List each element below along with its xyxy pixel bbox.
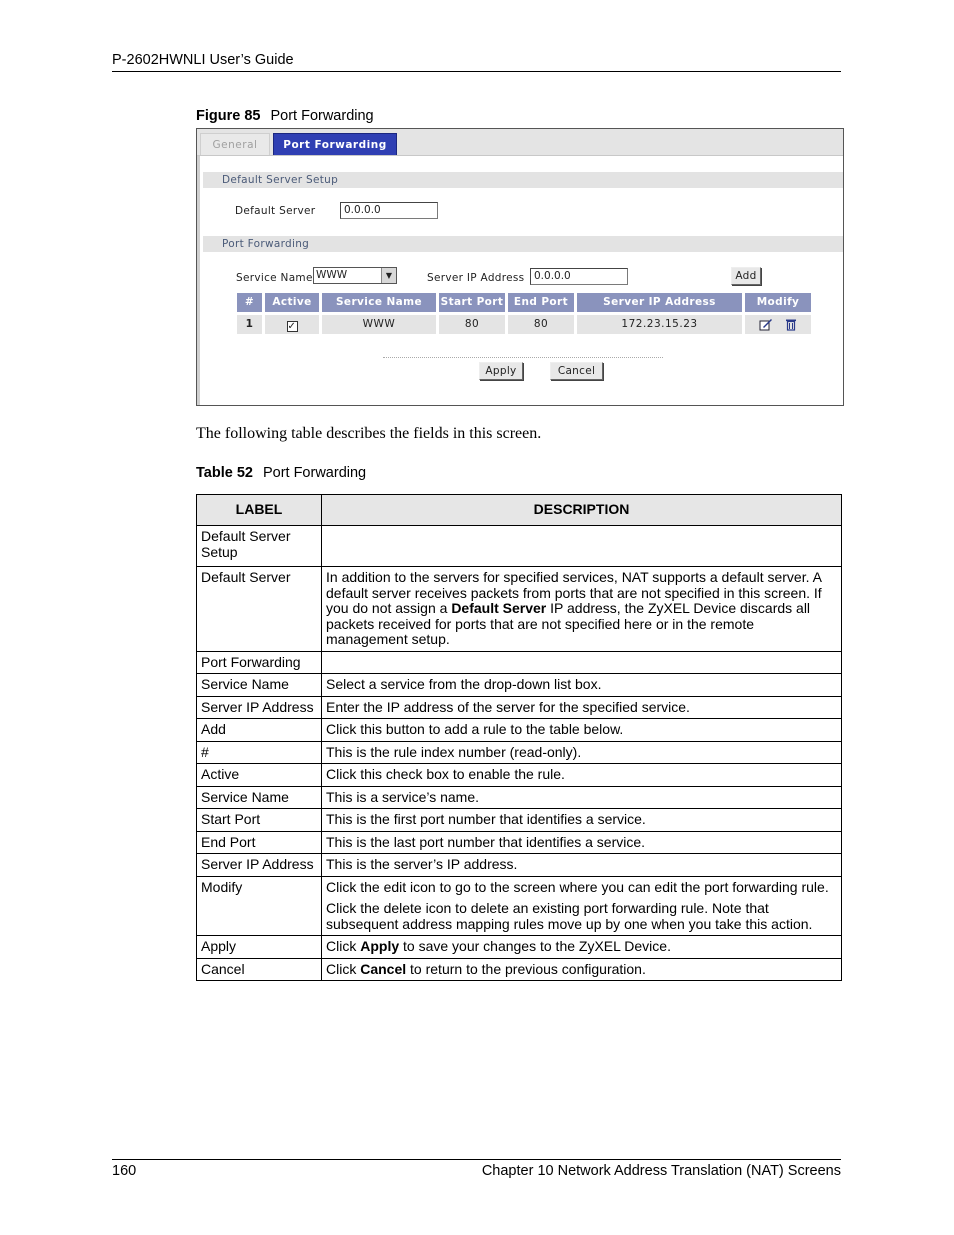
default-server-label: Default Server: [235, 205, 316, 217]
row-description: [322, 936, 842, 959]
row-label: Add: [197, 719, 322, 742]
col-service-name-header: Service Name: [322, 293, 436, 312]
row-description: This is a service’s name.: [322, 786, 842, 809]
table-row: [197, 809, 842, 832]
row-description: This is the rule index number (read-only).: [322, 741, 842, 764]
page-footer: [112, 1159, 841, 1179]
row-description: Click this button to add a rule to the table below.: [322, 719, 842, 742]
description-table: [196, 494, 842, 981]
row-label: Server IP Address: [197, 696, 322, 719]
row-modify-cell: [745, 315, 811, 334]
row-description: Enter the IP address of the server for the specified service.: [322, 696, 842, 719]
row-label: Service Name: [197, 674, 322, 697]
table-row: [197, 567, 842, 652]
desc-paragraph: Click the edit icon to go to the screen where you can edit the port forwarding rule.: [326, 878, 829, 895]
row-active-cell: [265, 315, 319, 334]
desc-text: Click: [326, 960, 361, 977]
row-description: This is the first port number that identifies a service.: [322, 809, 842, 832]
page-header: [112, 52, 841, 72]
table-number: Table 52: [196, 465, 253, 481]
row-label: Active: [197, 764, 322, 787]
col-active-header: Active: [265, 293, 319, 312]
col-index-header: #: [237, 293, 262, 312]
desc-bold: Cancel: [360, 960, 407, 977]
divider: [383, 357, 663, 358]
delete-icon[interactable]: [785, 318, 797, 331]
dropdown-arrow-icon[interactable]: ▼: [381, 268, 396, 283]
table-row: [197, 786, 842, 809]
row-label: Modify: [197, 876, 322, 936]
service-name-select[interactable]: [313, 267, 397, 284]
active-checkbox[interactable]: ✓: [287, 321, 297, 332]
port-forwarding-screenshot: [196, 128, 844, 406]
row-label: Port Forwarding: [197, 651, 322, 674]
table-row: [197, 876, 842, 936]
desc-text: IP address, the ZyXEL Device discards all packets received for ports that are not specified here or in the remote management setup.: [326, 600, 811, 647]
desc-text: In addition to the servers for specified services, NAT supports a default server. A default server receives packets from ports that are not specified in this screen. If you do not assign a: [326, 569, 822, 616]
figure-number: Figure 85: [196, 108, 261, 124]
table-row: [197, 958, 842, 981]
tab-bar: [197, 129, 843, 156]
desc-paragraph: Click the delete icon to delete an existing port forwarding rule. Note that subsequent address mapping rules move up by one when you take this action.: [326, 900, 813, 932]
table-row: [197, 936, 842, 959]
service-name-label: Service Name: [236, 272, 313, 284]
default-server-setup-header: Default Server Setup: [203, 172, 843, 188]
table-row: [197, 719, 842, 742]
desc-text: to save your changes to the ZyXEL Device.: [399, 938, 671, 954]
table-row: [197, 764, 842, 787]
row-description: Click this check box to enable the rule.: [322, 764, 842, 787]
tab-port-forwarding[interactable]: Port Forwarding: [273, 133, 397, 155]
table-title: Port Forwarding: [262, 465, 367, 481]
row-description: [322, 958, 842, 981]
figure-title: Port Forwarding: [270, 108, 374, 124]
port-forwarding-section-header: Port Forwarding: [203, 236, 843, 252]
desc-text: Click: [326, 938, 361, 954]
add-button[interactable]: Add: [731, 267, 761, 285]
tab-general[interactable]: General: [200, 133, 270, 155]
row-label: Cancel: [197, 958, 322, 981]
service-name-value: WWW: [316, 269, 348, 281]
row-label: End Port: [197, 831, 322, 854]
col-start-port-header: Start Port: [439, 293, 505, 312]
row-index: 1: [237, 315, 262, 334]
row-description: This is the last port number that identifies a service.: [322, 831, 842, 854]
guide-title: P-2602HWNLI User’s Guide: [112, 52, 294, 68]
left-border: [197, 156, 200, 405]
table-row: [197, 854, 842, 877]
figure-caption: [196, 108, 374, 124]
apply-button[interactable]: Apply: [479, 362, 523, 380]
row-description: [322, 651, 842, 674]
col-server-ip-header: Server IP Address: [577, 293, 742, 312]
table-caption: [196, 465, 366, 481]
row-end-port: 80: [508, 315, 574, 334]
chapter-title: Chapter 10 Network Address Translation (NAT) Screens: [481, 1163, 841, 1179]
description-column-header: DESCRIPTION: [322, 495, 842, 526]
row-label: #: [197, 741, 322, 764]
server-ip-label: Server IP Address: [427, 272, 525, 284]
row-label: Apply: [197, 936, 322, 959]
row-server-ip: 172.23.15.23: [577, 315, 742, 334]
label-column-header: LABEL: [197, 495, 322, 526]
row-label: Start Port: [197, 809, 322, 832]
row-label: Service Name: [197, 786, 322, 809]
desc-bold: Default Server: [451, 600, 547, 616]
col-modify-header: Modify: [745, 293, 811, 312]
page-number: 160: [112, 1163, 137, 1179]
table-row: [197, 696, 842, 719]
table-row: [197, 674, 842, 697]
row-description: This is the server’s IP address.: [322, 854, 842, 877]
table-row: [197, 526, 842, 567]
intro-paragraph: The following table describes the fields in this screen.: [196, 425, 542, 442]
row-description: Select a service from the drop-down list box.: [322, 674, 842, 697]
default-server-input[interactable]: 0.0.0.0: [340, 202, 438, 219]
table-row: [197, 831, 842, 854]
table-row: [197, 741, 842, 764]
row-description: [322, 526, 842, 567]
row-label: Default Server: [197, 567, 322, 652]
row-description: [322, 876, 842, 936]
row-service-name: WWW: [322, 315, 436, 334]
col-end-port-header: End Port: [508, 293, 574, 312]
row-start-port: 80: [439, 315, 505, 334]
row-description: [322, 567, 842, 652]
cancel-button[interactable]: Cancel: [550, 362, 603, 380]
server-ip-input[interactable]: 0.0.0.0: [530, 268, 628, 285]
desc-bold: Apply: [360, 938, 400, 954]
edit-icon[interactable]: [759, 318, 773, 331]
table-header-row: [197, 495, 842, 526]
row-label: Server IP Address: [197, 854, 322, 877]
row-label: Default Server Setup: [197, 526, 322, 567]
table-row: [197, 651, 842, 674]
desc-text: to return to the previous configuration.: [406, 960, 646, 977]
